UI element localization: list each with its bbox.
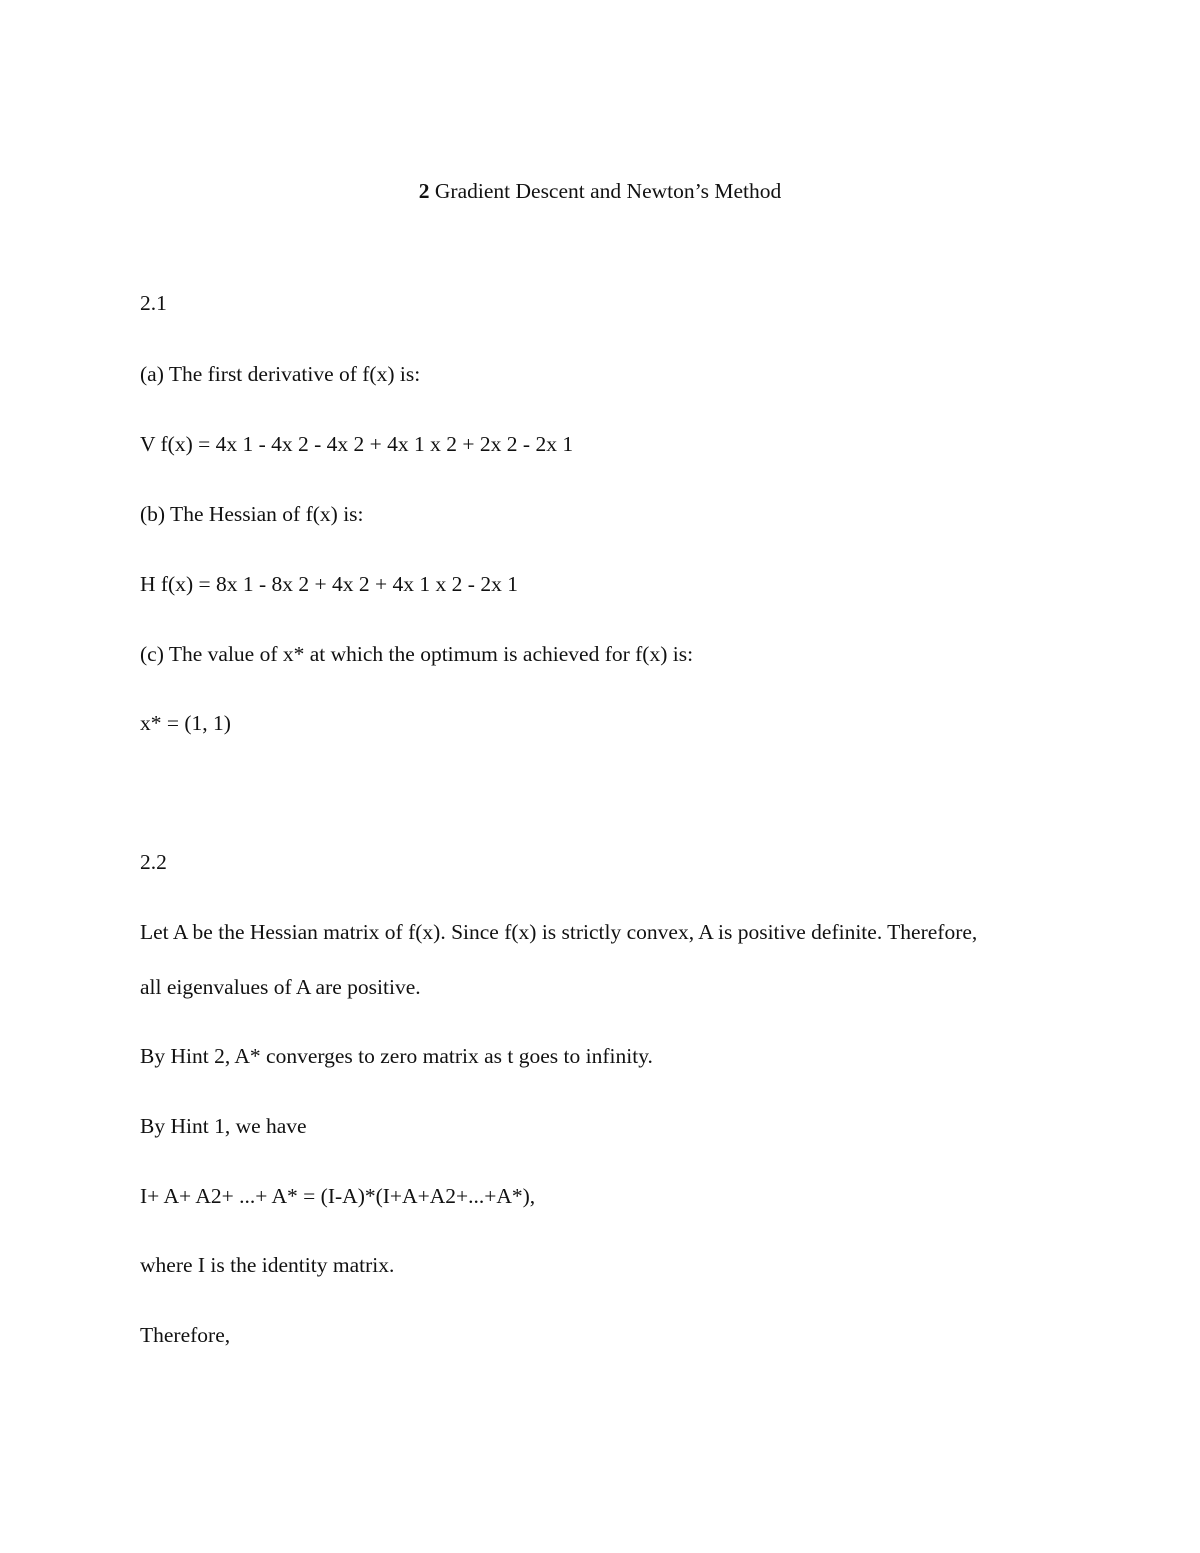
- paragraph: all eigenvalues of A are positive.: [140, 975, 421, 999]
- equation: V f(x) = 4x 1 - 4x 2 - 4x 2 + 4x 1 x 2 + 2x 2 - 2x 1: [140, 432, 574, 456]
- paragraph: where I is the identity matrix.: [140, 1253, 395, 1277]
- paragraph: (b) The Hessian of f(x) is:: [140, 502, 364, 526]
- equation: H f(x) = 8x 1 - 8x 2 + 4x 2 + 4x 1 x 2 - 2x 1: [140, 572, 518, 596]
- section-title: Gradient Descent and Newton’s Method: [434, 179, 782, 203]
- subsection-heading: 2.2: [140, 850, 167, 874]
- subsection-heading: 2.1: [140, 291, 167, 315]
- document-title: [0, 178, 1200, 204]
- equation: I+ A+ A2+ ...+ A* = (I-A)*(I+A+A2+...+A*),: [140, 1184, 536, 1208]
- paragraph: Let A be the Hessian matrix of f(x). Since f(x) is strictly convex, A is positive definite. Therefore,: [140, 920, 978, 944]
- paragraph: (c) The value of x* at which the optimum is achieved for f(x) is:: [140, 642, 694, 666]
- section-number: 2: [418, 179, 430, 203]
- paragraph: By Hint 1, we have: [140, 1114, 307, 1138]
- paragraph: (a) The first derivative of f(x) is:: [140, 362, 421, 386]
- equation: x* = (1, 1): [140, 711, 231, 735]
- paragraph: Therefore,: [140, 1323, 231, 1347]
- paragraph: By Hint 2, A* converges to zero matrix as t goes to infinity.: [140, 1044, 653, 1068]
